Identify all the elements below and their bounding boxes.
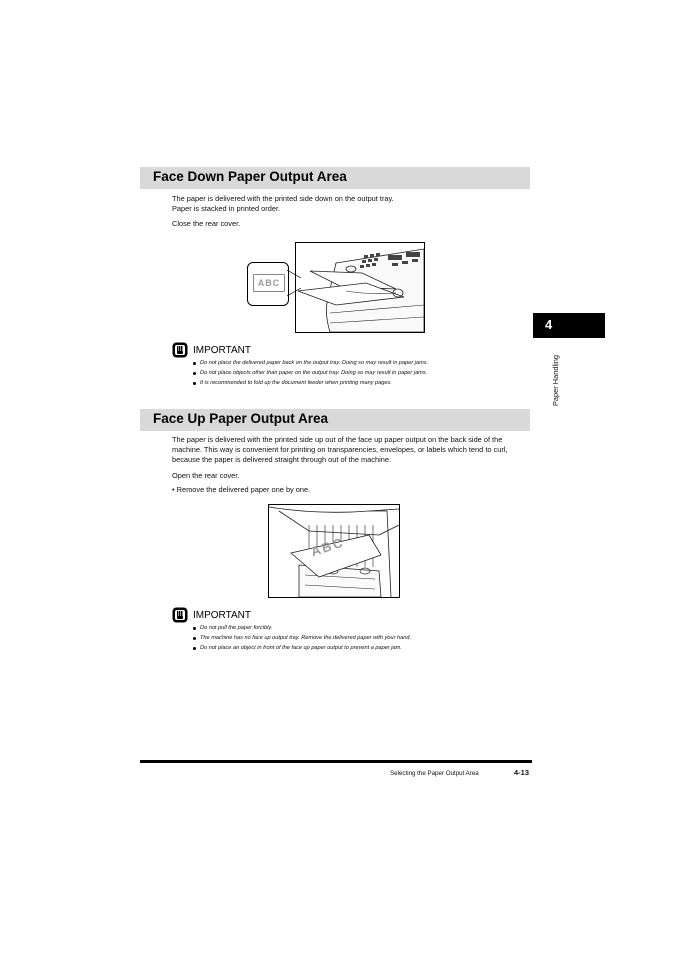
step-open-rear-cover: Open the rear cover. — [172, 471, 240, 480]
important-hand-icon — [172, 607, 188, 623]
important-label: IMPORTANT — [193, 610, 251, 621]
important-hand-icon — [172, 342, 188, 358]
important-item: Do not place the delivered paper back on the output tray. Doing so may result in paper jams. — [193, 359, 428, 369]
important-item: Do not place an object in front of the face up paper output to prevent a paper jam. — [193, 644, 411, 654]
remove-paper-bullet: • Remove the delivered paper one by one. — [172, 485, 311, 494]
footer-section-name: Selecting the Paper Output Area — [390, 770, 479, 777]
section-title: Face Up Paper Output Area — [153, 411, 329, 426]
chapter-title: Paper Handling — [551, 355, 560, 406]
face-down-figure — [295, 242, 425, 333]
important-item: It is recommended to fold up the document feeder when printing many pages. — [193, 379, 428, 389]
description-line-1: The paper is delivered with the printed side down on the output tray. — [172, 194, 394, 203]
important-list — [193, 359, 428, 388]
abc-paper-text: ABC — [253, 274, 285, 292]
description-line-2: Paper is stacked in printed order. — [172, 204, 281, 213]
section-header-face-up — [140, 409, 530, 431]
face-up-description: The paper is delivered with the printed side up out of the face up paper output on the back side of the machine. This way is convenient for printing on transparencies, envelopes, or labels which tend to curl, because the paper is delivered straight through out of the machine. — [172, 435, 508, 464]
footer-rule — [140, 760, 532, 763]
callout-leader — [287, 268, 301, 298]
important-item: Do not pull the paper forcibly. — [193, 624, 411, 634]
face-down-description — [172, 194, 394, 214]
chapter-tab — [533, 313, 605, 338]
important-item: The machine has no face up output tray. Remove the delivered paper with your hand. — [193, 634, 411, 644]
important-label: IMPORTANT — [193, 345, 251, 356]
printer-face-down-illustration — [296, 243, 424, 332]
section-title: Face Down Paper Output Area — [153, 169, 347, 184]
face-up-figure — [268, 504, 400, 598]
page-number: 4-13 — [514, 768, 530, 777]
abc-paper-callout — [247, 262, 289, 306]
abc-paper-text: ABC — [309, 534, 347, 560]
step-close-rear-cover: Close the rear cover. — [172, 219, 241, 228]
remove-paper-text: Remove the delivered paper one by one. — [176, 485, 311, 494]
important-list — [193, 624, 411, 653]
chapter-number: 4 — [545, 317, 553, 332]
section-header-face-down — [140, 167, 530, 189]
important-item: Do not place objects other than paper on the output tray. Doing so may result in paper jams. — [193, 369, 428, 379]
